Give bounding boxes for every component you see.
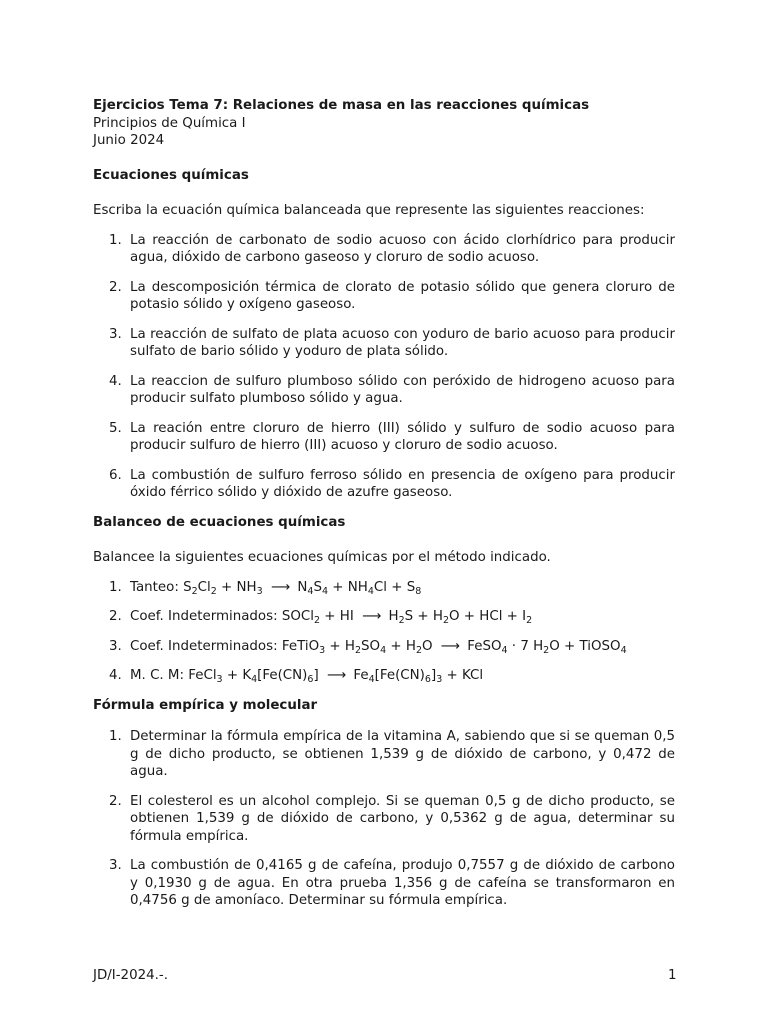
document-date: Junio 2024: [93, 133, 165, 148]
list-item: 2. Coef. Indeterminados: SOCl$_2$ + HI ⟶ $H_2S + H_2O$ + HCl + $I_2$: [109, 609, 533, 626]
footer-author: JD/I-2024.-.: [93, 968, 168, 983]
list-item: 4. M. C. M: FeCl$_3$ + $K_4[Fe(CN)_6]$ ⟶ $Fe_4[Fe(CN)_6]_3$ + KCl: [109, 668, 484, 685]
course-name: Principios de Química I: [93, 115, 246, 131]
list-item: 6. La combustión de sulfuro ferroso sólido en presencia de oxígeno para producir óxido férrico sólido y dióxido de azufre gaseoso.: [109, 467, 675, 500]
list-item: 3. Coef. Indeterminados: FeTiO$_3$ + $H_2SO_4 + H_2O$ ⟶ FeSO$_4$ · 7 $H_2O$ + TiOSO$_4$: [109, 638, 627, 656]
page-number: 1: [668, 968, 677, 983]
list-item: 4. La reaccion de sulfuro plumboso sólido con peróxido de hidrogeno acuoso para producir sulfato plumboso sólido y agua.: [109, 373, 675, 406]
list-item: 1. Determinar la fórmula empírica de la vitamina A, sabiendo que si se queman 0,5 g de dicho producto, se obtienen 1,539 g de dióxido de carbono, y 0,472 de agua.: [109, 729, 675, 779]
section1-intro: Escriba la ecuación química balanceada que represente las siguientes reacciones:: [93, 203, 645, 218]
section2-intro: Balancee la siguientes ecuaciones químicas por el método indicado.: [93, 550, 551, 565]
list-item: 2. El colesterol es un alcohol complejo. Si se queman 0,5 g de dicho producto, se obtienen 1,539 g de dióxido de carbono, y 0,5362 g de agua, determinar su fórmula empírica.: [109, 793, 675, 844]
list-item: 1. Tanteo: $S_2Cl_2 + NH_3$ ⟶ $N_4S_4 + NH_4Cl + S_8$: [109, 579, 422, 597]
chemical-equation: FeTiO$_3$ + $H_2SO_4 + H_2O$ ⟶ FeSO$_4$ · 7 $H_2O$ + TiOSO$_4$: [281, 638, 627, 656]
section-heading-balanceo: Balanceo de ecuaciones químicas: [93, 514, 346, 530]
document-title: Ejercicios Tema 7: Relaciones de masa en las reacciones químicas: [93, 98, 590, 113]
chemical-equation: $S_2Cl_2 + NH_3$ ⟶ $N_4S_4 + NH_4Cl + S_8$: [183, 579, 422, 597]
section-heading-ecuaciones: Ecuaciones químicas: [93, 167, 249, 183]
document-header: [93, 97, 675, 150]
chemical-equation: SOCl$_2$ + HI ⟶ $H_2S + H_2O$ + HCl + $I_2$: [281, 609, 533, 626]
problems-list: [93, 728, 675, 910]
section-heading-formula: Fórmula empírica y molecular: [93, 697, 318, 713]
document-page: [93, 97, 675, 910]
list-item: 1. La reacción de carbonato de sodio acuoso con ácido clorhídrico para producir agua, dióxido de carbono gaseoso y cloruro de sodio acuoso.: [109, 232, 675, 265]
reactions-list: [93, 232, 675, 502]
list-item: 3. La reacción de sulfato de plata acuoso con yoduro de bario acuoso para producir sulfato de bario sólido y yoduro de plata sólido.: [109, 326, 675, 359]
list-item: 2. La descomposición térmica de clorato de potasio sólido que genera cloruro de potasio sólido y oxígeno gaseoso.: [109, 279, 675, 312]
list-item: 5. La reación entre cloruro de hierro (III) sólido y sulfuro de sodio acuoso para producir sulfuro de hierro (III) acuoso y cloruro de sodio acuoso.: [109, 420, 675, 453]
equations-list: [93, 579, 675, 685]
list-item: 3. La combustión de 0,4165 g de cafeína, produjo 0,7557 g de dióxido de carbono y 0,1930 g de agua. En otra prueba 1,356 g de cafeína se transformaron en 0,4756 g de amoníaco. Determinar su fórmula empírica.: [109, 858, 675, 908]
chemical-equation: FeCl$_3$ + $K_4[Fe(CN)_6]$ ⟶ $Fe_4[Fe(CN)_6]_3$ + KCl: [188, 668, 484, 685]
